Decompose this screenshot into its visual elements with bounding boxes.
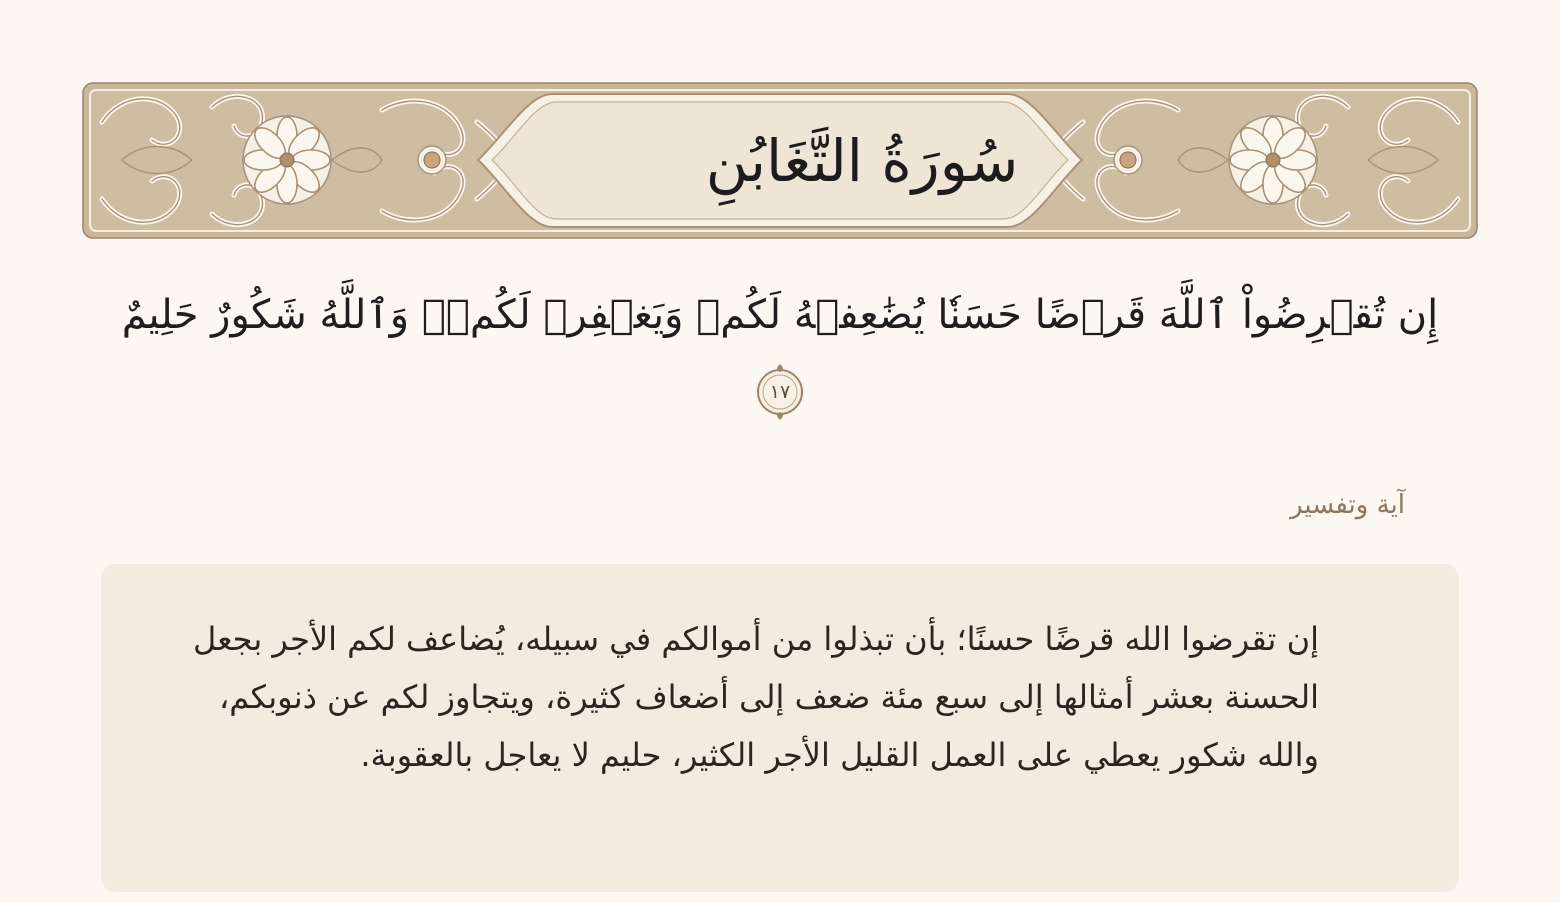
tafsir-text: إن تقرضوا الله قرضًا حسنًا؛ بأن تبذلوا من أموالكم في سبيله، يُضاعف لكم الأجر بجعل الحسنة بعشر أمثالها إلى سبع مئة ضعف إلى أضعاف كثيرة، ويتجاوز لكم عن ذنوبكم، والله شكور يعطي على العمل القليل الأجر الكثير، حليم لا يعاجل بالعقوبة. bbox=[193, 620, 1319, 774]
surah-header-banner bbox=[82, 82, 1478, 239]
verse-text: إِن تُقۡرِضُواْ ٱللَّهَ قَرۡضًا حَسَنٗا يُضَٰعِفۡهُ لَكُمۡ وَيَغۡفِرۡ لَكُمۡۚ وَٱللَّهُ شَكُورٌ حَلِيمٌ bbox=[121, 292, 1439, 338]
ayah-number: ١٧ bbox=[769, 381, 791, 403]
tafsir-section-label: آية وتفسير bbox=[1290, 490, 1405, 520]
tafsir-card bbox=[101, 564, 1459, 892]
surah-title: سُورَةُ التَّغَابُنِ bbox=[705, 126, 1019, 195]
